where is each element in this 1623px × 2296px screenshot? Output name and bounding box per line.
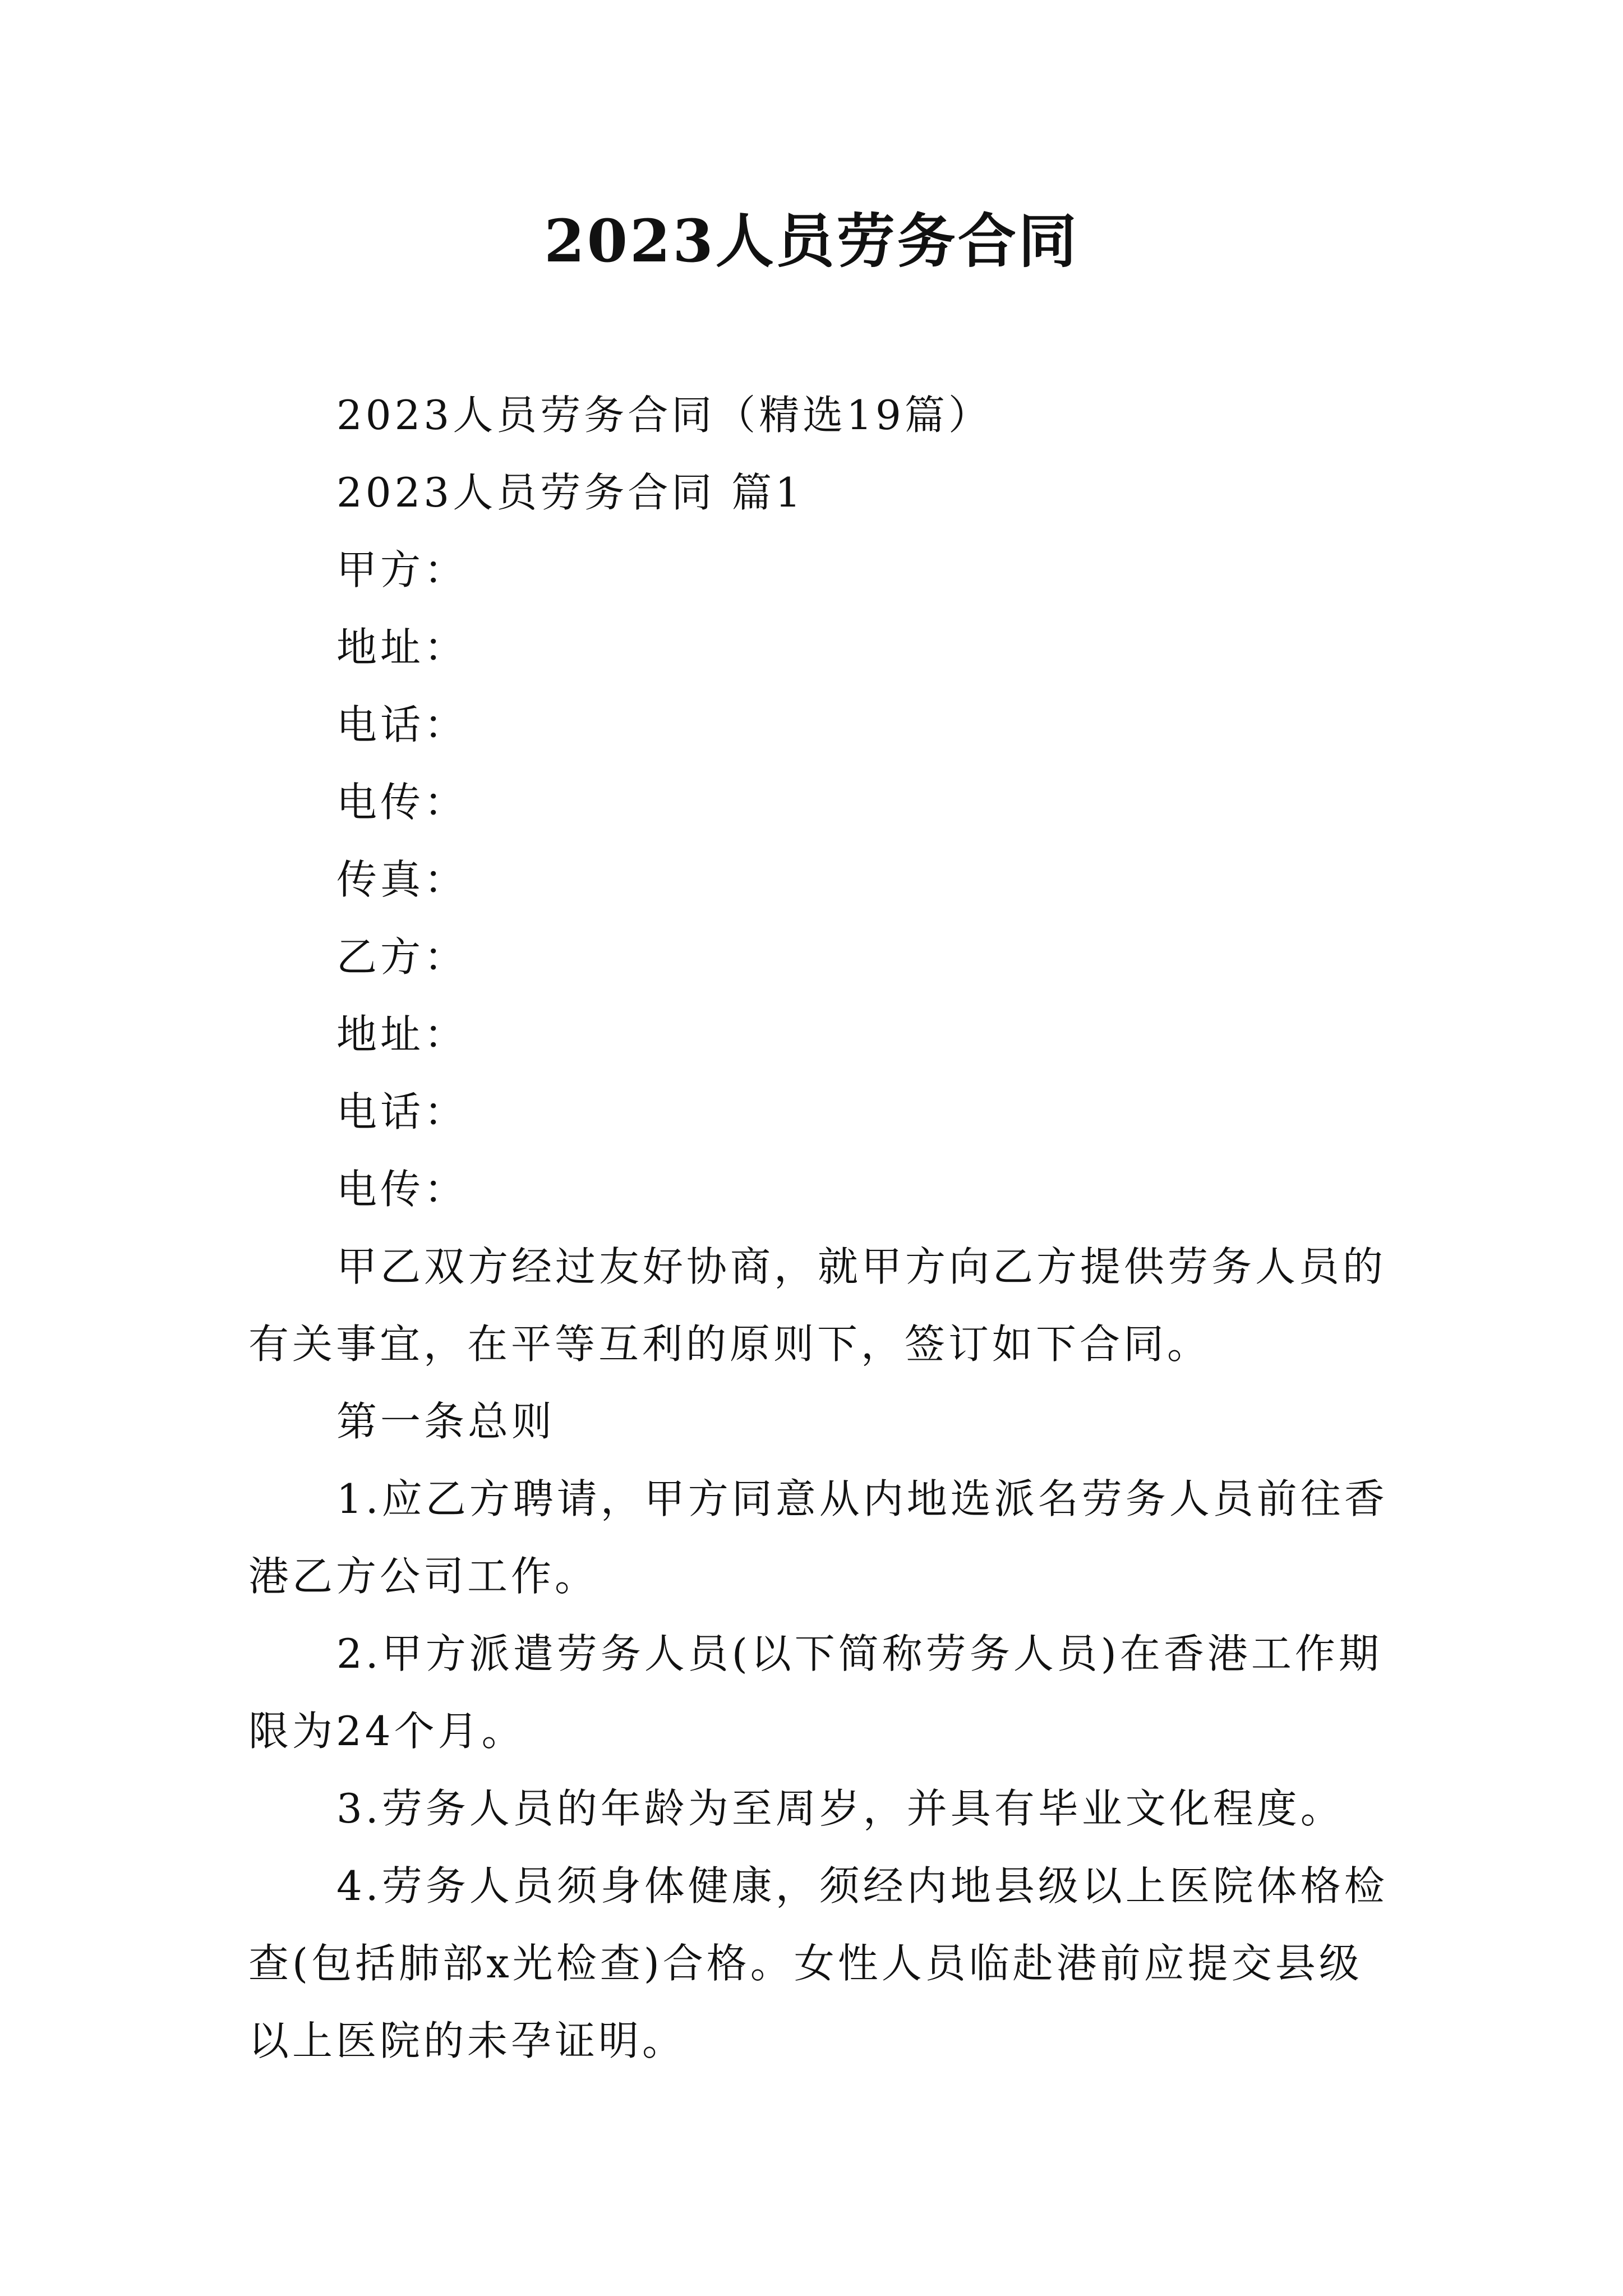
article-heading: 第一条总则 — [336, 1398, 556, 1445]
paragraph-line: 查(包括肺部x光检查)合格。女性人员临赴港前应提交县级 — [248, 1940, 1363, 1987]
paragraph-line: 限为24个月。 — [248, 1708, 525, 1755]
telex-label: 电传： — [336, 779, 468, 826]
paragraph-line: 2.甲方派遣劳务人员(以下简称劳务人员)在香港工作期 — [336, 1630, 1382, 1677]
party-b-label: 乙方： — [336, 933, 468, 981]
paragraph-line: 4.劳务人员须身体健康，须经内地县级以上医院体格检 — [336, 1862, 1388, 1910]
address-label: 地址： — [336, 1011, 468, 1058]
paragraph-line: 港乙方公司工作。 — [248, 1553, 599, 1600]
fax-label: 传真： — [336, 856, 468, 903]
subtitle-line: 2023人员劳务合同（精选19篇） — [336, 392, 992, 439]
paragraph-line: 1.应乙方聘请，甲方同意从内地选派名劳务人员前往香 — [336, 1475, 1388, 1522]
paragraph-line: 有关事宜，在平等互利的原则下，签订如下合同。 — [248, 1320, 1211, 1368]
address-label: 地址： — [336, 624, 468, 671]
paragraph-line: 以上医院的未孕证明。 — [248, 2017, 686, 2064]
phone-label: 电话： — [336, 1088, 468, 1135]
paragraph-line: 甲乙双方经过友好协商，就甲方向乙方提供劳务人员的 — [336, 1243, 1387, 1290]
phone-label: 电话： — [336, 701, 468, 748]
document-title: 2023人员劳务合同 — [544, 206, 1079, 275]
paragraph-line: 3.劳务人员的年龄为至周岁，并具有毕业文化程度。 — [336, 1785, 1344, 1832]
section-heading: 2023人员劳务合同 篇1 — [336, 469, 804, 516]
telex-label: 电传： — [336, 1166, 468, 1213]
party-a-label: 甲方： — [336, 546, 468, 593]
